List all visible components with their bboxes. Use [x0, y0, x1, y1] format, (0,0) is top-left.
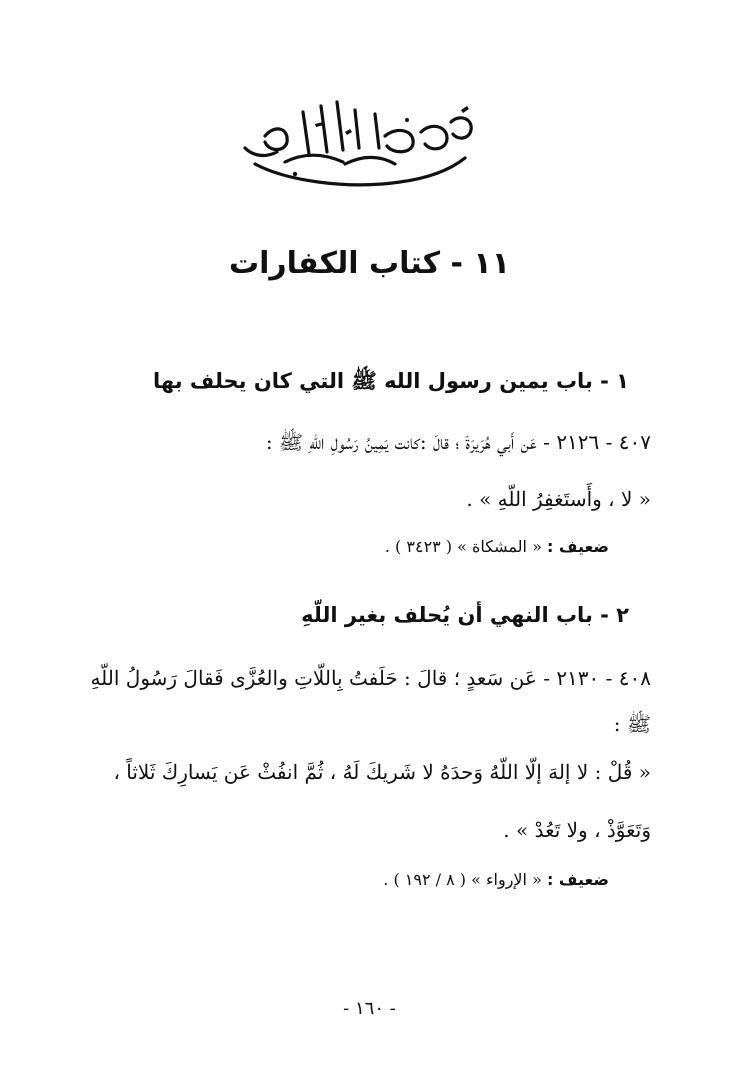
hadith-2-line-2: ﷺ : — [613, 712, 651, 736]
page-number: - ١٦٠ - — [343, 998, 396, 1019]
grade-1-source: « المشكاة » ( ٣٤٢٣ ) . — [384, 537, 542, 556]
hadith-2-line-4: وَتَعَوَّذْ ، ولا تَعُدْ » . — [503, 818, 651, 842]
grade-1-label: ضعيف : — [546, 537, 609, 556]
grade-2-source: « الإرواء » ( ٨ / ١٩٢ ) . — [383, 870, 542, 889]
hadith-1-line-1: ٤٠٧ - ٢١٢٦ - عَن أَبي هُرَيرَةَ ؛ قالَ :كانت يَمِينُ رَسُولِ اللّهِ ﷺ : — [265, 430, 651, 454]
chapter-heading-1: ١ - باب يمين رسول الله ﷺ التي كان يحلف بها — [152, 369, 629, 393]
chapter-heading-2: ٢ - باب النهي أن يُحلف بغير اللّهِ — [301, 603, 629, 627]
hadith-2-line-1: ٤٠٨ - ٢١٣٠ - عَن سَعدٍ ؛ قالَ : حَلَفتُ بِاللّاتِ والعُزَّى فَقالَ رَسُولُ اللّهِ — [90, 666, 651, 690]
book-title: ١١ - كتاب الكفارات — [228, 246, 511, 281]
basmala-calligraphy-drawing — [225, 92, 487, 192]
grade-2 — [383, 870, 609, 889]
hadith-2-line-3: « قُلْ : لا إلهَ إلّا اللّهُ وَحدَهُ لا شَريكَ لَهُ ، ثُمَّ انفُثْ عَن يَسارِكَ ثَلاثاً ، — [113, 760, 651, 784]
grade-1 — [385, 537, 609, 556]
basmala-calligraphy — [225, 92, 487, 192]
grade-2-label: ضعيف : — [546, 870, 609, 889]
hadith-1-line-2: « لا ، وأَستَغفِرُ اللّهِ » . — [466, 487, 651, 511]
